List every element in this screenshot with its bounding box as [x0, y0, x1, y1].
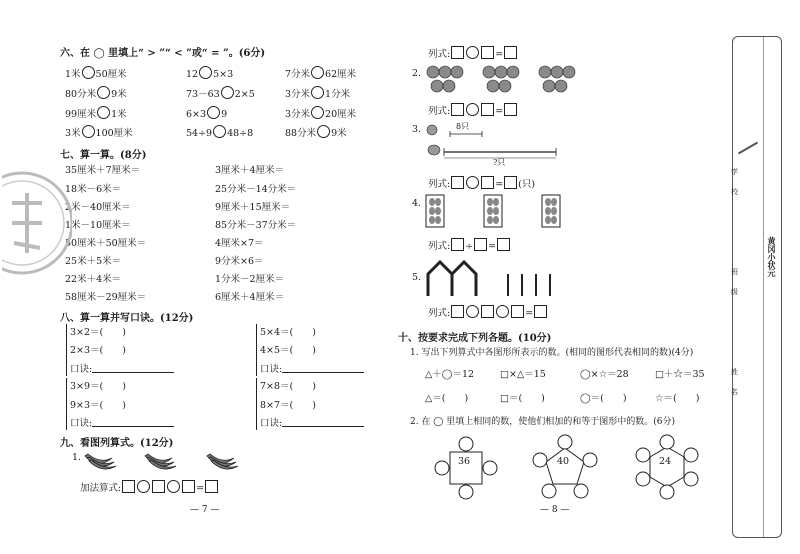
- side-label: 名: [731, 388, 738, 396]
- blank-circle: [574, 484, 588, 498]
- shape-equation: △＋◯＝12: [425, 369, 475, 380]
- cmp-right: 9米: [111, 89, 127, 100]
- mult-item[interactable]: 7×8＝( ): [260, 381, 316, 392]
- blank-circle: [583, 453, 597, 467]
- side-label: 校: [731, 188, 738, 196]
- cmp-right: 20厘米: [325, 109, 357, 120]
- compare-circle[interactable]: [317, 125, 330, 138]
- cmp-right: 1分米: [325, 89, 351, 100]
- calc-item[interactable]: 18米－6米＝: [65, 184, 122, 195]
- shape-equation: □×△＝15: [500, 369, 546, 380]
- section-9-title: 九、看图列算式。(12分): [60, 438, 174, 449]
- stick-house-picture: [424, 258, 564, 300]
- mult-item[interactable]: 2×3＝( ): [70, 345, 126, 356]
- formula-row: 列式: ÷ =: [428, 238, 511, 252]
- mult-item[interactable]: 4×5＝( ): [260, 345, 316, 356]
- koujue-label: 口诀:: [260, 418, 283, 429]
- blank-circle: [636, 472, 650, 486]
- koujue-line[interactable]: [70, 415, 174, 429]
- stick-house-icon: [428, 262, 476, 296]
- calc-item[interactable]: 6厘米＋4厘米＝: [215, 292, 285, 303]
- apple-icon: [427, 66, 463, 78]
- brand-logo: 黄冈小状元: [767, 237, 777, 277]
- mult-item[interactable]: 8×7＝( ): [260, 400, 316, 411]
- chicken-icon: [427, 125, 440, 155]
- compare-circle[interactable]: [311, 106, 324, 119]
- blank-circle: [660, 485, 674, 499]
- answer-box[interactable]: [451, 305, 464, 318]
- calc-item[interactable]: 25米＋5米＝: [65, 256, 122, 267]
- calc-item[interactable]: 3厘米＋4厘米＝: [215, 165, 285, 176]
- koujue-label: 口诀:: [70, 364, 93, 375]
- cmp-left: 99厘米: [65, 109, 97, 120]
- answer-box[interactable]: [451, 238, 464, 251]
- banana-bunch-icon: [145, 454, 176, 469]
- section-7-title: 七、算一算。(8分): [60, 150, 147, 161]
- calc-item[interactable]: 9分米×6＝: [215, 256, 264, 267]
- cmp-right: 2×5: [234, 89, 255, 100]
- pentagon-circle-puzzle: [532, 434, 598, 500]
- section-10-part-1: 1. 写出下列算式中各图形所表示的数。(相同的图形代表相同的数)(4分): [410, 348, 694, 358]
- cmp-left: 3分米: [285, 109, 311, 120]
- calc-item[interactable]: 25分米－14分米＝: [215, 184, 297, 195]
- compare-circle[interactable]: [311, 86, 324, 99]
- side-label: 姓: [731, 368, 738, 376]
- calc-item[interactable]: 22米＋4米＝: [65, 274, 122, 285]
- pear-box-icon: [484, 195, 502, 227]
- answer-box[interactable]: [451, 46, 464, 59]
- page-number-right: — 8 —: [540, 505, 570, 515]
- apple-icon: [431, 80, 455, 92]
- formula-row: 列式: =: [428, 305, 548, 319]
- compare-circle[interactable]: [207, 106, 220, 119]
- apple-icon: [487, 80, 511, 92]
- calc-item[interactable]: 1米－10厘米＝: [65, 220, 131, 231]
- answer-box[interactable]: [122, 480, 135, 493]
- answer-box[interactable]: [511, 305, 524, 318]
- answer-box[interactable]: [474, 238, 487, 251]
- question-number: 2.: [412, 68, 422, 79]
- cmp-right: 9米: [331, 128, 347, 139]
- operator-circle[interactable]: [466, 305, 479, 318]
- apple-icon: [483, 66, 519, 78]
- shape-equation: ◯×☆＝28: [580, 369, 629, 380]
- compare-circle[interactable]: [199, 66, 212, 79]
- pear-box-icon: [542, 195, 560, 227]
- answer-box[interactable]: [504, 103, 517, 116]
- formula-label: 加法算式:: [80, 483, 122, 494]
- koujue-label: 口诀:: [260, 364, 283, 375]
- cmp-left: 6×3: [186, 109, 207, 120]
- mult-item[interactable]: 5×4＝( ): [260, 327, 316, 338]
- calc-item[interactable]: 58厘米－29厘米＝: [65, 292, 147, 303]
- apple-icon: [539, 66, 575, 78]
- calc-item[interactable]: 9厘米＋15厘米＝: [215, 202, 291, 213]
- mult-item[interactable]: 3×9＝( ): [70, 381, 126, 392]
- section-10-part-2: 2. 在 ◯ 里填上相同的数，使他们相加的和等于图形中的数。(6分): [410, 417, 675, 427]
- puzzle-sum: 24: [659, 456, 672, 467]
- hexagon-circle-puzzle: [634, 434, 700, 500]
- answer-box[interactable]: [497, 238, 510, 251]
- answer-box[interactable]: [182, 480, 195, 493]
- answer-box[interactable]: [504, 46, 517, 59]
- answer-box[interactable]: [481, 46, 494, 59]
- answer-box[interactable]: [534, 305, 547, 318]
- question-number: 5.: [412, 272, 422, 283]
- banana-picture: [80, 448, 260, 472]
- section-10-title: 十、按要求完成下列各题。(10分): [398, 333, 552, 344]
- cmp-right: 48÷8: [227, 128, 254, 139]
- calc-item[interactable]: 1分米－2厘米＝: [215, 274, 285, 285]
- apple-picture: [425, 64, 585, 98]
- blank-circle: [459, 437, 473, 451]
- operator-circle[interactable]: [466, 176, 479, 189]
- cmp-left: 88分米: [285, 128, 317, 139]
- question-number: 3.: [412, 124, 422, 135]
- koujue-line[interactable]: [260, 361, 364, 375]
- brace: [66, 324, 67, 376]
- formula-row: 列式: = (只): [428, 176, 535, 190]
- answer-box[interactable]: [481, 305, 494, 318]
- compare-circle[interactable]: [213, 125, 226, 138]
- compare-circle[interactable]: [311, 66, 324, 79]
- blank-circle: [660, 435, 674, 449]
- diagram-label: ?只: [493, 158, 506, 167]
- formula-label: 列式:: [428, 106, 451, 117]
- answer-box[interactable]: [451, 103, 464, 116]
- cmp-left: 80分米: [65, 89, 97, 100]
- unit-label: (只): [518, 179, 536, 190]
- calc-item[interactable]: 35厘米＋7厘米＝: [65, 165, 141, 176]
- page-number-left: — 7 —: [190, 505, 220, 515]
- formula-label: 列式:: [428, 241, 451, 252]
- square-circle-puzzle: [434, 436, 498, 500]
- question-number: 4.: [412, 198, 422, 209]
- answer-box[interactable]: [205, 480, 218, 493]
- shape-equation: □＋☆＝35: [655, 369, 705, 380]
- compare-circle[interactable]: [82, 66, 95, 79]
- blank-circle: [483, 461, 497, 475]
- puzzle-sum: 36: [458, 456, 471, 467]
- calc-item[interactable]: 50厘米＋50厘米＝: [65, 238, 147, 249]
- cmp-left: 12: [186, 69, 199, 80]
- shape-answer[interactable]: □＝( ): [500, 393, 545, 404]
- blank-circle: [684, 448, 698, 462]
- chicken-line-diagram: [422, 120, 562, 164]
- blank-circle: [459, 485, 473, 499]
- section-8-title: 八、算一算并写口诀。(12分): [60, 313, 194, 324]
- blank-circle: [542, 484, 556, 498]
- cmp-right: 1米: [111, 109, 127, 120]
- mult-item[interactable]: 3×2＝( ): [70, 327, 126, 338]
- brace: [256, 378, 257, 430]
- koujue-label: 口诀:: [70, 418, 93, 429]
- side-label: 学: [731, 168, 738, 176]
- cmp-right: 62厘米: [325, 69, 357, 80]
- cmp-right: 5×3: [213, 69, 234, 80]
- operator-circle[interactable]: [466, 103, 479, 116]
- cmp-left: 3分米: [285, 89, 311, 100]
- operator-circle[interactable]: [466, 46, 479, 59]
- section-6-title: 六、在 ◯ 里填上“ > ”“ < ”或“ = ”。(6分): [60, 48, 266, 59]
- koujue-line[interactable]: [70, 361, 174, 375]
- calc-item[interactable]: 85分米－37分米＝: [215, 220, 297, 231]
- shape-answer[interactable]: ◯＝( ): [580, 393, 627, 404]
- formula-row: 列式: =: [428, 103, 518, 117]
- compare-circle[interactable]: [97, 86, 110, 99]
- stick-icon: [508, 274, 550, 296]
- answer-box[interactable]: [481, 103, 494, 116]
- banana-bunch-icon: [207, 454, 238, 469]
- formula-row: 列式: =: [428, 46, 518, 60]
- answer-box[interactable]: [152, 480, 165, 493]
- answer-box[interactable]: [451, 176, 464, 189]
- side-label: 班: [731, 268, 738, 276]
- formula-label: 列式:: [428, 49, 451, 60]
- shape-answer[interactable]: △＝( ): [425, 393, 469, 404]
- question-number: 1.: [72, 452, 82, 463]
- operator-circle[interactable]: [167, 480, 180, 493]
- cmp-left: 54÷9: [186, 128, 213, 139]
- formula-label: 列式:: [428, 179, 451, 190]
- addition-formula: 加法算式: =: [80, 480, 219, 494]
- shape-answer[interactable]: ☆＝( ): [655, 393, 700, 404]
- cmp-right: 9: [221, 109, 228, 120]
- cmp-left: 73－63: [186, 89, 220, 100]
- calc-item[interactable]: 2米－40厘米＝: [65, 202, 131, 213]
- operator-circle[interactable]: [496, 305, 509, 318]
- brace: [66, 378, 67, 430]
- side-label: 级: [731, 288, 738, 296]
- cmp-right: 100厘米: [95, 128, 133, 139]
- binding-panel: [732, 36, 782, 538]
- division-sign: ÷: [465, 241, 474, 252]
- cmp-left: 1米: [65, 69, 81, 80]
- operator-circle[interactable]: [137, 480, 150, 493]
- banana-bunch-icon: [85, 454, 116, 469]
- compare-circle[interactable]: [97, 106, 110, 119]
- blank-circle: [636, 448, 650, 462]
- answer-box[interactable]: [504, 176, 517, 189]
- cmp-left: 7分米: [285, 69, 311, 80]
- formula-label: 列式:: [428, 308, 451, 319]
- answer-box[interactable]: [481, 176, 494, 189]
- cmp-left: 3米: [65, 128, 81, 139]
- compare-circle[interactable]: [82, 125, 95, 138]
- cmp-right: 50厘米: [95, 69, 127, 80]
- pear-box-icon: [426, 195, 444, 227]
- diagram-label: 8只: [456, 122, 470, 131]
- blank-circle: [558, 435, 572, 449]
- pear-picture: [424, 194, 564, 230]
- blank-circle: [435, 461, 449, 475]
- puzzle-sum: 40: [557, 456, 570, 467]
- blank-circle: [533, 453, 547, 467]
- blank-circle: [684, 472, 698, 486]
- brace: [256, 324, 257, 376]
- calc-item[interactable]: 4厘米×7＝: [215, 238, 264, 249]
- compare-circle[interactable]: [221, 86, 234, 99]
- mult-item[interactable]: 9×3＝( ): [70, 400, 126, 411]
- koujue-line[interactable]: [260, 415, 364, 429]
- apple-icon: [543, 80, 567, 92]
- stamp-watermark: [2, 168, 72, 278]
